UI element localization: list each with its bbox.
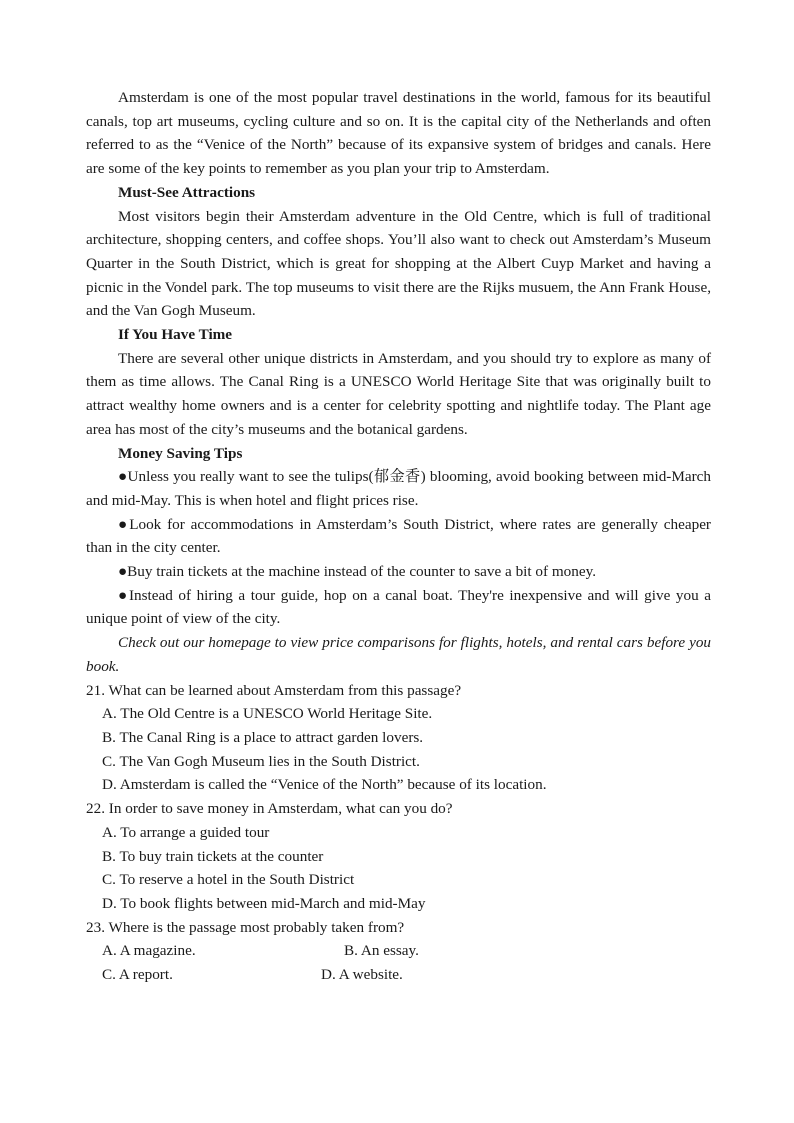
option: C. To reserve a hotel in the South District xyxy=(102,871,355,889)
option: C. The Van Gogh Museum lies in the South District. xyxy=(102,752,420,770)
tip-bullet: ●Unless you really want to see the tulips(郁金香) blooming, avoid booking between mid-March and mid-May. This is when hotel and flight prices rise. xyxy=(86,468,711,509)
closing-note: Check out our homepage to view price comparisons for flights, hotels, and rental cars before you book. xyxy=(86,634,711,675)
question-stem-23: 23. Where is the passage most probably taken from? xyxy=(86,918,405,936)
option: C. A report. xyxy=(102,966,173,984)
question-stem-22: 22. In order to save money in Amsterdam, what can you do? xyxy=(86,800,453,818)
option: A. The Old Centre is a UNESCO World Heritage Site. xyxy=(102,705,433,723)
option: B. The Canal Ring is a place to attract garden lovers. xyxy=(102,728,424,746)
tip-bullet: ●Look for accommodations in Amsterdam’s South District, where rates are generally cheaper than in the city center. xyxy=(86,515,711,557)
section-text-time: There are several other unique districts in Amsterdam, and you should try to explore as many of them as time allows. The Canal Ring is a UNESCO World Heritage Site that was originally built to attract wealthy home owners and is a center for celebrity spotting and nightlife today. The Plant age area has most of the city’s museums and the botanical gardens. xyxy=(86,349,711,438)
option: D. Amsterdam is called the “Venice of the North” because of its location. xyxy=(102,776,547,794)
section-text-attractions: Most visitors begin their Amsterdam adventure in the Old Centre, which is full of traditional architecture, shopping centers, and coffee shops. You’ll also want to check out Amsterdam’s Museum Quarter in the South District, which is great for shopping at the Albert Cuyp Market and having a picnic in the Vondel park. The top museums to visit there are the Rijks musuem, the Ann Frank House, and the Van Gogh Museum. xyxy=(86,207,711,320)
option: B. To buy train tickets at the counter xyxy=(102,847,324,865)
option: A. A magazine. xyxy=(102,942,196,960)
document-page xyxy=(86,86,711,987)
section-heading-money: Money Saving Tips xyxy=(118,444,243,462)
option: B. An essay. xyxy=(344,942,419,960)
question-stem-21: 21. What can be learned about Amsterdam from this passage? xyxy=(86,681,462,699)
section-heading-attractions: Must-See Attractions xyxy=(118,183,256,201)
option: A. To arrange a guided tour xyxy=(102,823,270,841)
option-row xyxy=(86,939,711,963)
option: D. To book flights between mid-March and mid-May xyxy=(102,894,426,912)
section-heading-time: If You Have Time xyxy=(118,326,233,344)
intro-paragraph: Amsterdam is one of the most popular travel destinations in the world, famous for its beautiful canals, top art museums, cycling culture and so on. It is the capital city of the Netherlands and often referred to as the “Venice of the North” because of its expansive system of bridges and canals. Here are some of the key points to remember as you plan your trip to Amsterdam. xyxy=(86,89,711,178)
tip-bullet: ●Instead of hiring a tour guide, hop on a canal boat. They're inexpensive and will give you a unique point of view of the city. xyxy=(86,586,711,628)
option-row xyxy=(86,963,711,987)
option: D. A website. xyxy=(321,966,403,984)
tip-bullet: ●Buy train tickets at the machine instead of the counter to save a bit of money. xyxy=(118,563,597,581)
